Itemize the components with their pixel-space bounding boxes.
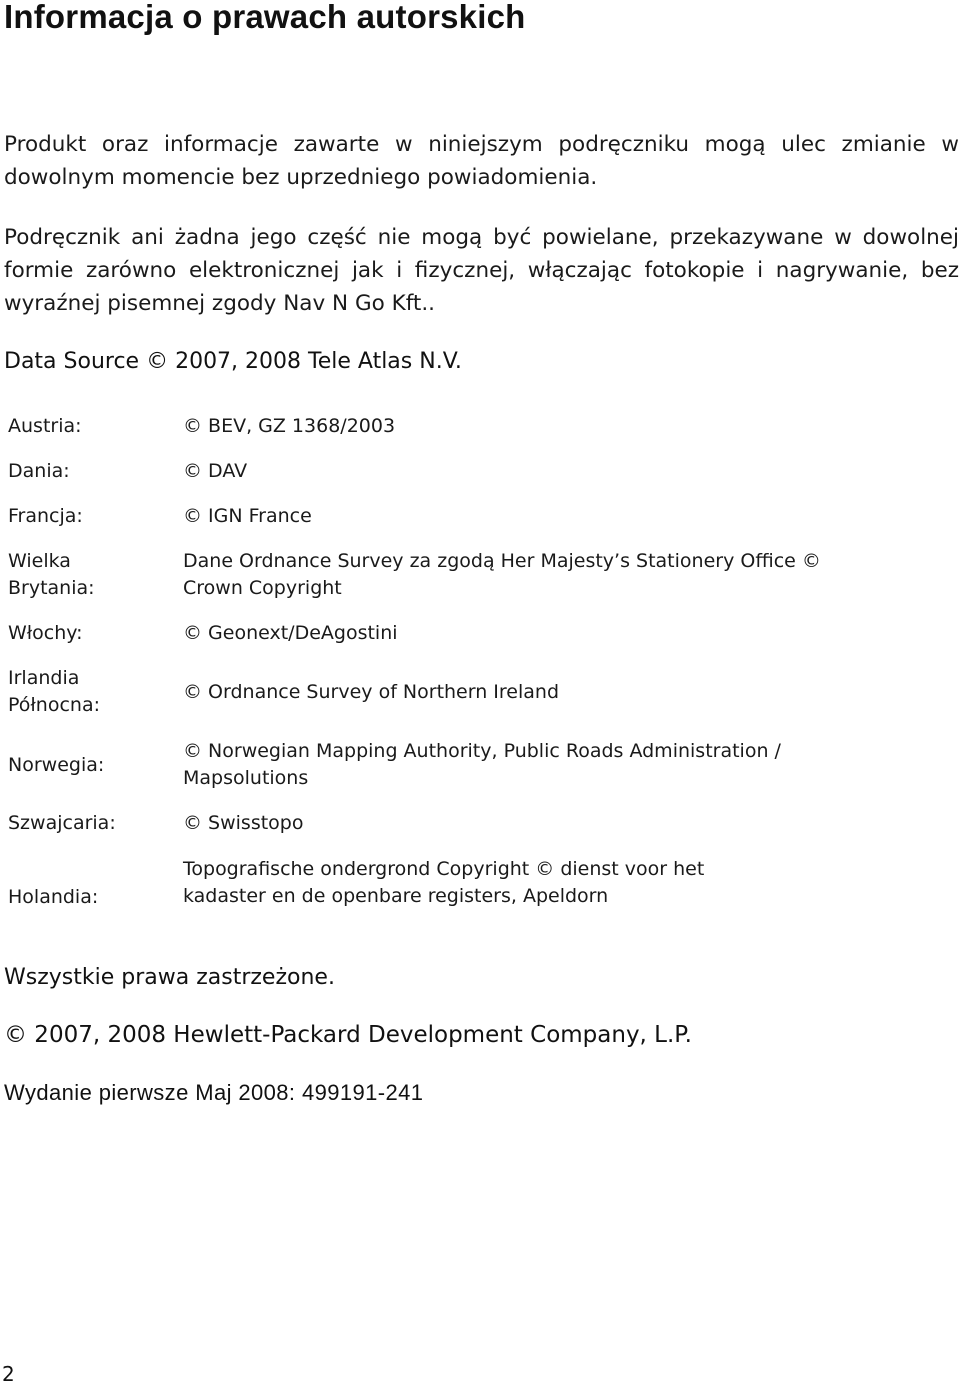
copyright-value: © BEV, GZ 1368/2003 [183,415,396,437]
copyright-value: © Geonext/DeAgostini [183,622,398,644]
country-label: Francja: [8,505,83,527]
country-label: Dania: [8,460,70,482]
country-label: Wielka Brytania: [8,550,95,599]
copyright-value: © DAV [183,460,248,482]
hp-copyright: © 2007, 2008 Hewlett-Packard Development Company, L.P. [4,1022,692,1048]
copyright-value: © Norwegian Mapping Authority, Public Roads Administration / Mapsolutions [183,740,781,789]
rights-reserved: Wszystkie prawa zastrzeżone. [4,965,335,990]
country-label: Włochy: [8,622,83,644]
country-label: Irlandia Północna: [8,667,101,716]
copyright-value: © IGN France [183,505,312,527]
data-source-line: Data Source © 2007, 2008 Tele Atlas N.V. [4,349,462,374]
copyright-value: © Ordnance Survey of Northern Ireland [183,681,560,703]
country-label: Szwajcaria: [8,812,116,834]
country-label: Holandia: [8,886,99,908]
country-label: Austria: [8,415,82,437]
country-label: Norwegia: [8,754,105,776]
paragraph-reproduction-notice: Podręcznik ani żadna jego część nie mogą być powielane, przekazywane w dowolnej formie zarówno elektronicznej jak i fizycznej, włączając fotokopie i nagrywanie, bez wyraźnej pisemnej zgody Nav N Go Kft.. [4,225,959,316]
copyright-value: Dane Ordnance Survey za zgodą Her Majesty’s Stationery Office © Crown Copyright [183,550,821,599]
page-title: Informacja o prawach autorskich [4,0,526,35]
edition-line: Wydanie pierwsze Maj 2008: 499191-241 [4,1080,424,1105]
paragraph-change-notice: Produkt oraz informacje zawarte w niniejszym podręczniku mogą ulec zmianie w dowolnym momencie bez uprzedniego powiadomienia. [4,132,959,190]
copyright-value: Topografische ondergrond Copyright © dienst voor het kadaster en de openbare registers, Apeldorn [183,858,705,907]
page-number: 2 [2,1362,15,1386]
copyright-value: © Swisstopo [183,812,304,834]
